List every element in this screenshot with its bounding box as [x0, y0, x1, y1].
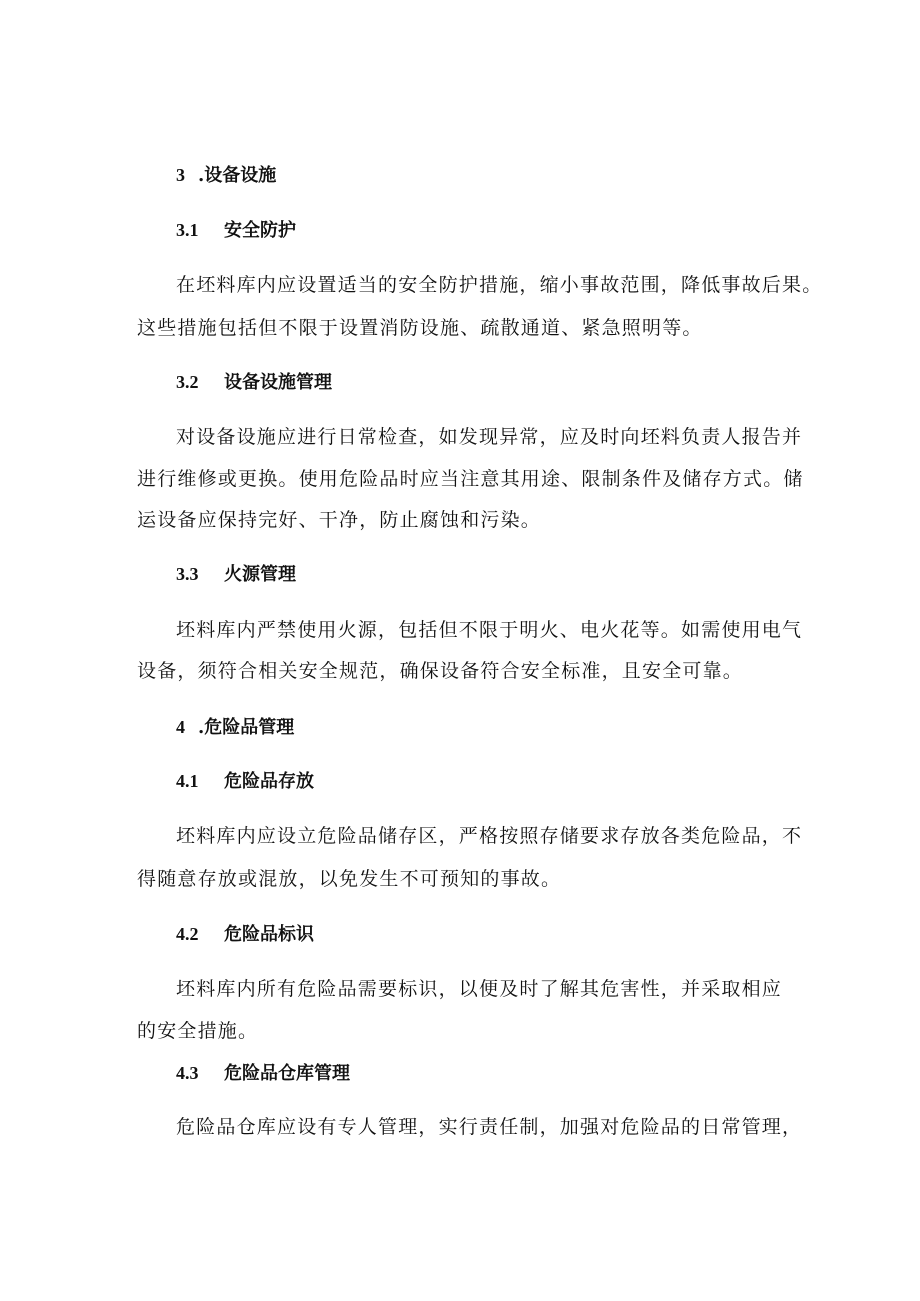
subsection-heading — [176, 370, 332, 395]
subsection-title: 安全防护 — [224, 220, 296, 241]
subsection-number: 3.1 — [176, 220, 199, 240]
paragraph-line: 危险品仓库应设有专人管理，实行责任制，加强对危险品的日常管理， — [176, 1116, 803, 1138]
section-title: .设备设施 — [198, 165, 277, 186]
subsection-heading — [176, 922, 314, 947]
paragraph-line: 坯料库内应设立危险品储存区，严格按照存储要求存放各类危险品，不 — [176, 825, 803, 847]
section-number: 3 — [176, 165, 185, 185]
subsection-number: 4.3 — [176, 1063, 199, 1083]
paragraph-line: 这些措施包括但不限于设置消防设施、疏散通道、紧急照明等。 — [137, 317, 703, 339]
paragraph-line: 在坯料库内应设置适当的安全防护措施，缩小事故范围，降低事故后果。 — [176, 274, 823, 296]
paragraph-line: 进行维修或更换。使用危险品时应当注意其用途、限制条件及储存方式。储 — [137, 468, 804, 490]
subsection-title: 危险品标识 — [224, 924, 314, 945]
section-heading — [176, 715, 294, 740]
subsection-heading — [176, 1061, 350, 1086]
paragraph-line: 对设备设施应进行日常检查，如发现异常，应及时向坯料负责人报告并 — [176, 426, 803, 448]
subsection-number: 3.2 — [176, 372, 199, 392]
subsection-number: 4.1 — [176, 771, 199, 791]
section-heading — [176, 163, 276, 188]
paragraph-line: 运设备应保持完好、干净，防止腐蚀和污染。 — [137, 509, 542, 531]
subsection-number: 3.3 — [176, 564, 199, 584]
paragraph-line: 坯料库内所有危险品需要标识，以便及时了解其危害性，并采取相应 — [176, 978, 783, 1000]
subsection-title: 危险品存放 — [224, 771, 314, 792]
section-title: .危险品管理 — [198, 717, 295, 738]
paragraph-line: 的安全措施。 — [137, 1020, 259, 1042]
subsection-heading — [176, 769, 314, 794]
subsection-number: 4.2 — [176, 924, 199, 944]
paragraph-line: 得随意存放或混放，以免发生不可预知的事故。 — [137, 868, 562, 890]
subsection-heading — [176, 562, 296, 587]
section-number: 4 — [176, 717, 185, 737]
subsection-title: 危险品仓库管理 — [224, 1063, 350, 1084]
paragraph-line: 设备，须符合相关安全规范，确保设备符合安全标准，且安全可靠。 — [137, 660, 744, 682]
subsection-heading — [176, 218, 296, 243]
subsection-title: 设备设施管理 — [224, 372, 332, 393]
paragraph-line: 坯料库内严禁使用火源，包括但不限于明火、电火花等。如需使用电气 — [176, 619, 803, 641]
subsection-title: 火源管理 — [224, 564, 296, 585]
